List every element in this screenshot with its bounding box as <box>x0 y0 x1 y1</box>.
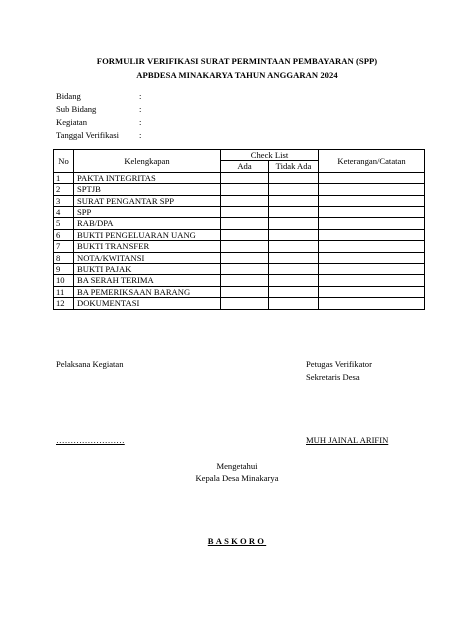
row-keterangan <box>319 286 425 297</box>
table-row <box>54 184 425 195</box>
acknowledged-label: Mengetahui <box>216 461 258 471</box>
field-label-tanggal-verifikasi: Tanggal Verifikasi <box>56 130 119 140</box>
row-number: 9 <box>54 264 74 275</box>
row-number: 4 <box>54 207 74 218</box>
row-item: BUKTI TRANSFER <box>74 241 221 252</box>
form-title: FORMULIR VERIFIKASI SURAT PERMINTAAN PEMBAYARAN (SPP) <box>96 56 378 66</box>
row-keterangan <box>319 275 425 286</box>
row-item: NOTA/KWITANSI <box>74 252 221 263</box>
row-ada <box>221 229 269 240</box>
row-keterangan <box>319 229 425 240</box>
row-item: DOKUMENTASI <box>74 298 221 309</box>
row-tidak-ada <box>269 207 319 218</box>
row-keterangan <box>319 195 425 206</box>
row-item: BUKTI PAJAK <box>74 264 221 275</box>
row-tidak-ada <box>269 264 319 275</box>
row-number: 3 <box>54 195 74 206</box>
acknowledger-name-wrap <box>0 536 474 546</box>
field-label-sub-bidang: Sub Bidang <box>56 104 97 114</box>
row-ada <box>221 286 269 297</box>
table-row <box>54 286 425 297</box>
field-colon: : <box>139 104 142 114</box>
row-ada <box>221 172 269 183</box>
row-ada <box>221 298 269 309</box>
table-row <box>54 172 425 183</box>
field-colon: : <box>139 117 142 127</box>
row-item: SPTJB <box>74 184 221 195</box>
row-number: 7 <box>54 241 74 252</box>
row-tidak-ada <box>269 298 319 309</box>
row-number: 5 <box>54 218 74 229</box>
field-label-kegiatan: Kegiatan <box>56 117 88 127</box>
row-item: SPP <box>74 207 221 218</box>
row-number: 11 <box>54 286 74 297</box>
row-ada <box>221 264 269 275</box>
column-header-tidak-ada: Tidak Ada <box>269 161 319 172</box>
acknowledger-position: Kepala Desa Minakarya <box>195 473 279 483</box>
row-number: 12 <box>54 298 74 309</box>
left-signer-role: Pelaksana Kegiatan <box>56 359 124 369</box>
table-row <box>54 264 425 275</box>
row-keterangan <box>319 252 425 263</box>
row-item: BA SERAH TERIMA <box>74 275 221 286</box>
checklist-body <box>54 172 425 309</box>
row-item: BUKTI PENGELUARAN UANG <box>74 229 221 240</box>
field-colon: : <box>139 130 142 140</box>
row-tidak-ada <box>269 241 319 252</box>
row-item: PAKTA INTEGRITAS <box>74 172 221 183</box>
right-signer-name: MUH JAINAL ARIFIN <box>306 435 389 445</box>
row-number: 2 <box>54 184 74 195</box>
row-tidak-ada <box>269 275 319 286</box>
row-keterangan <box>319 172 425 183</box>
row-ada <box>221 218 269 229</box>
row-tidak-ada <box>269 218 319 229</box>
row-ada <box>221 252 269 263</box>
right-signer-role: Petugas Verifikator <box>306 359 372 369</box>
table-row <box>54 252 425 263</box>
row-number: 8 <box>54 252 74 263</box>
table-row <box>54 207 425 218</box>
field-colon: : <box>139 91 142 101</box>
row-keterangan <box>319 264 425 275</box>
row-keterangan <box>319 298 425 309</box>
acknowledger-name: BASKORO <box>207 536 267 546</box>
row-ada <box>221 184 269 195</box>
row-number: 6 <box>54 229 74 240</box>
row-number: 10 <box>54 275 74 286</box>
column-header-no: No <box>54 150 74 173</box>
row-ada <box>221 207 269 218</box>
table-row <box>54 275 425 286</box>
row-item: SURAT PENGANTAR SPP <box>74 195 221 206</box>
row-item: BA PEMERIKSAAN BARANG <box>74 286 221 297</box>
row-ada <box>221 195 269 206</box>
table-row <box>54 229 425 240</box>
form-subtitle: APBDESA MINAKARYA TAHUN ANGGARAN 2024 <box>136 70 338 80</box>
row-tidak-ada <box>269 195 319 206</box>
row-ada <box>221 241 269 252</box>
column-header-ada: Ada <box>221 161 269 172</box>
table-row <box>54 195 425 206</box>
row-keterangan <box>319 241 425 252</box>
field-label-bidang: Bidang <box>56 91 81 101</box>
column-header-checklist: Check List <box>221 150 319 161</box>
column-header-kelengkapan: Kelengkapan <box>74 150 221 173</box>
row-tidak-ada <box>269 252 319 263</box>
row-tidak-ada <box>269 172 319 183</box>
row-number: 1 <box>54 172 74 183</box>
row-tidak-ada <box>269 229 319 240</box>
row-tidak-ada <box>269 286 319 297</box>
table-row <box>54 241 425 252</box>
row-tidak-ada <box>269 184 319 195</box>
row-keterangan <box>319 207 425 218</box>
row-item: RAB/DPA <box>74 218 221 229</box>
right-signer-position: Sekretaris Desa <box>306 372 360 382</box>
row-keterangan <box>319 184 425 195</box>
column-header-keterangan: Keterangan/Catatan <box>319 150 425 173</box>
checklist-table <box>53 149 425 310</box>
row-keterangan <box>319 218 425 229</box>
left-signer-name: …………………… <box>56 435 125 445</box>
table-row <box>54 298 425 309</box>
table-row <box>54 218 425 229</box>
row-ada <box>221 275 269 286</box>
